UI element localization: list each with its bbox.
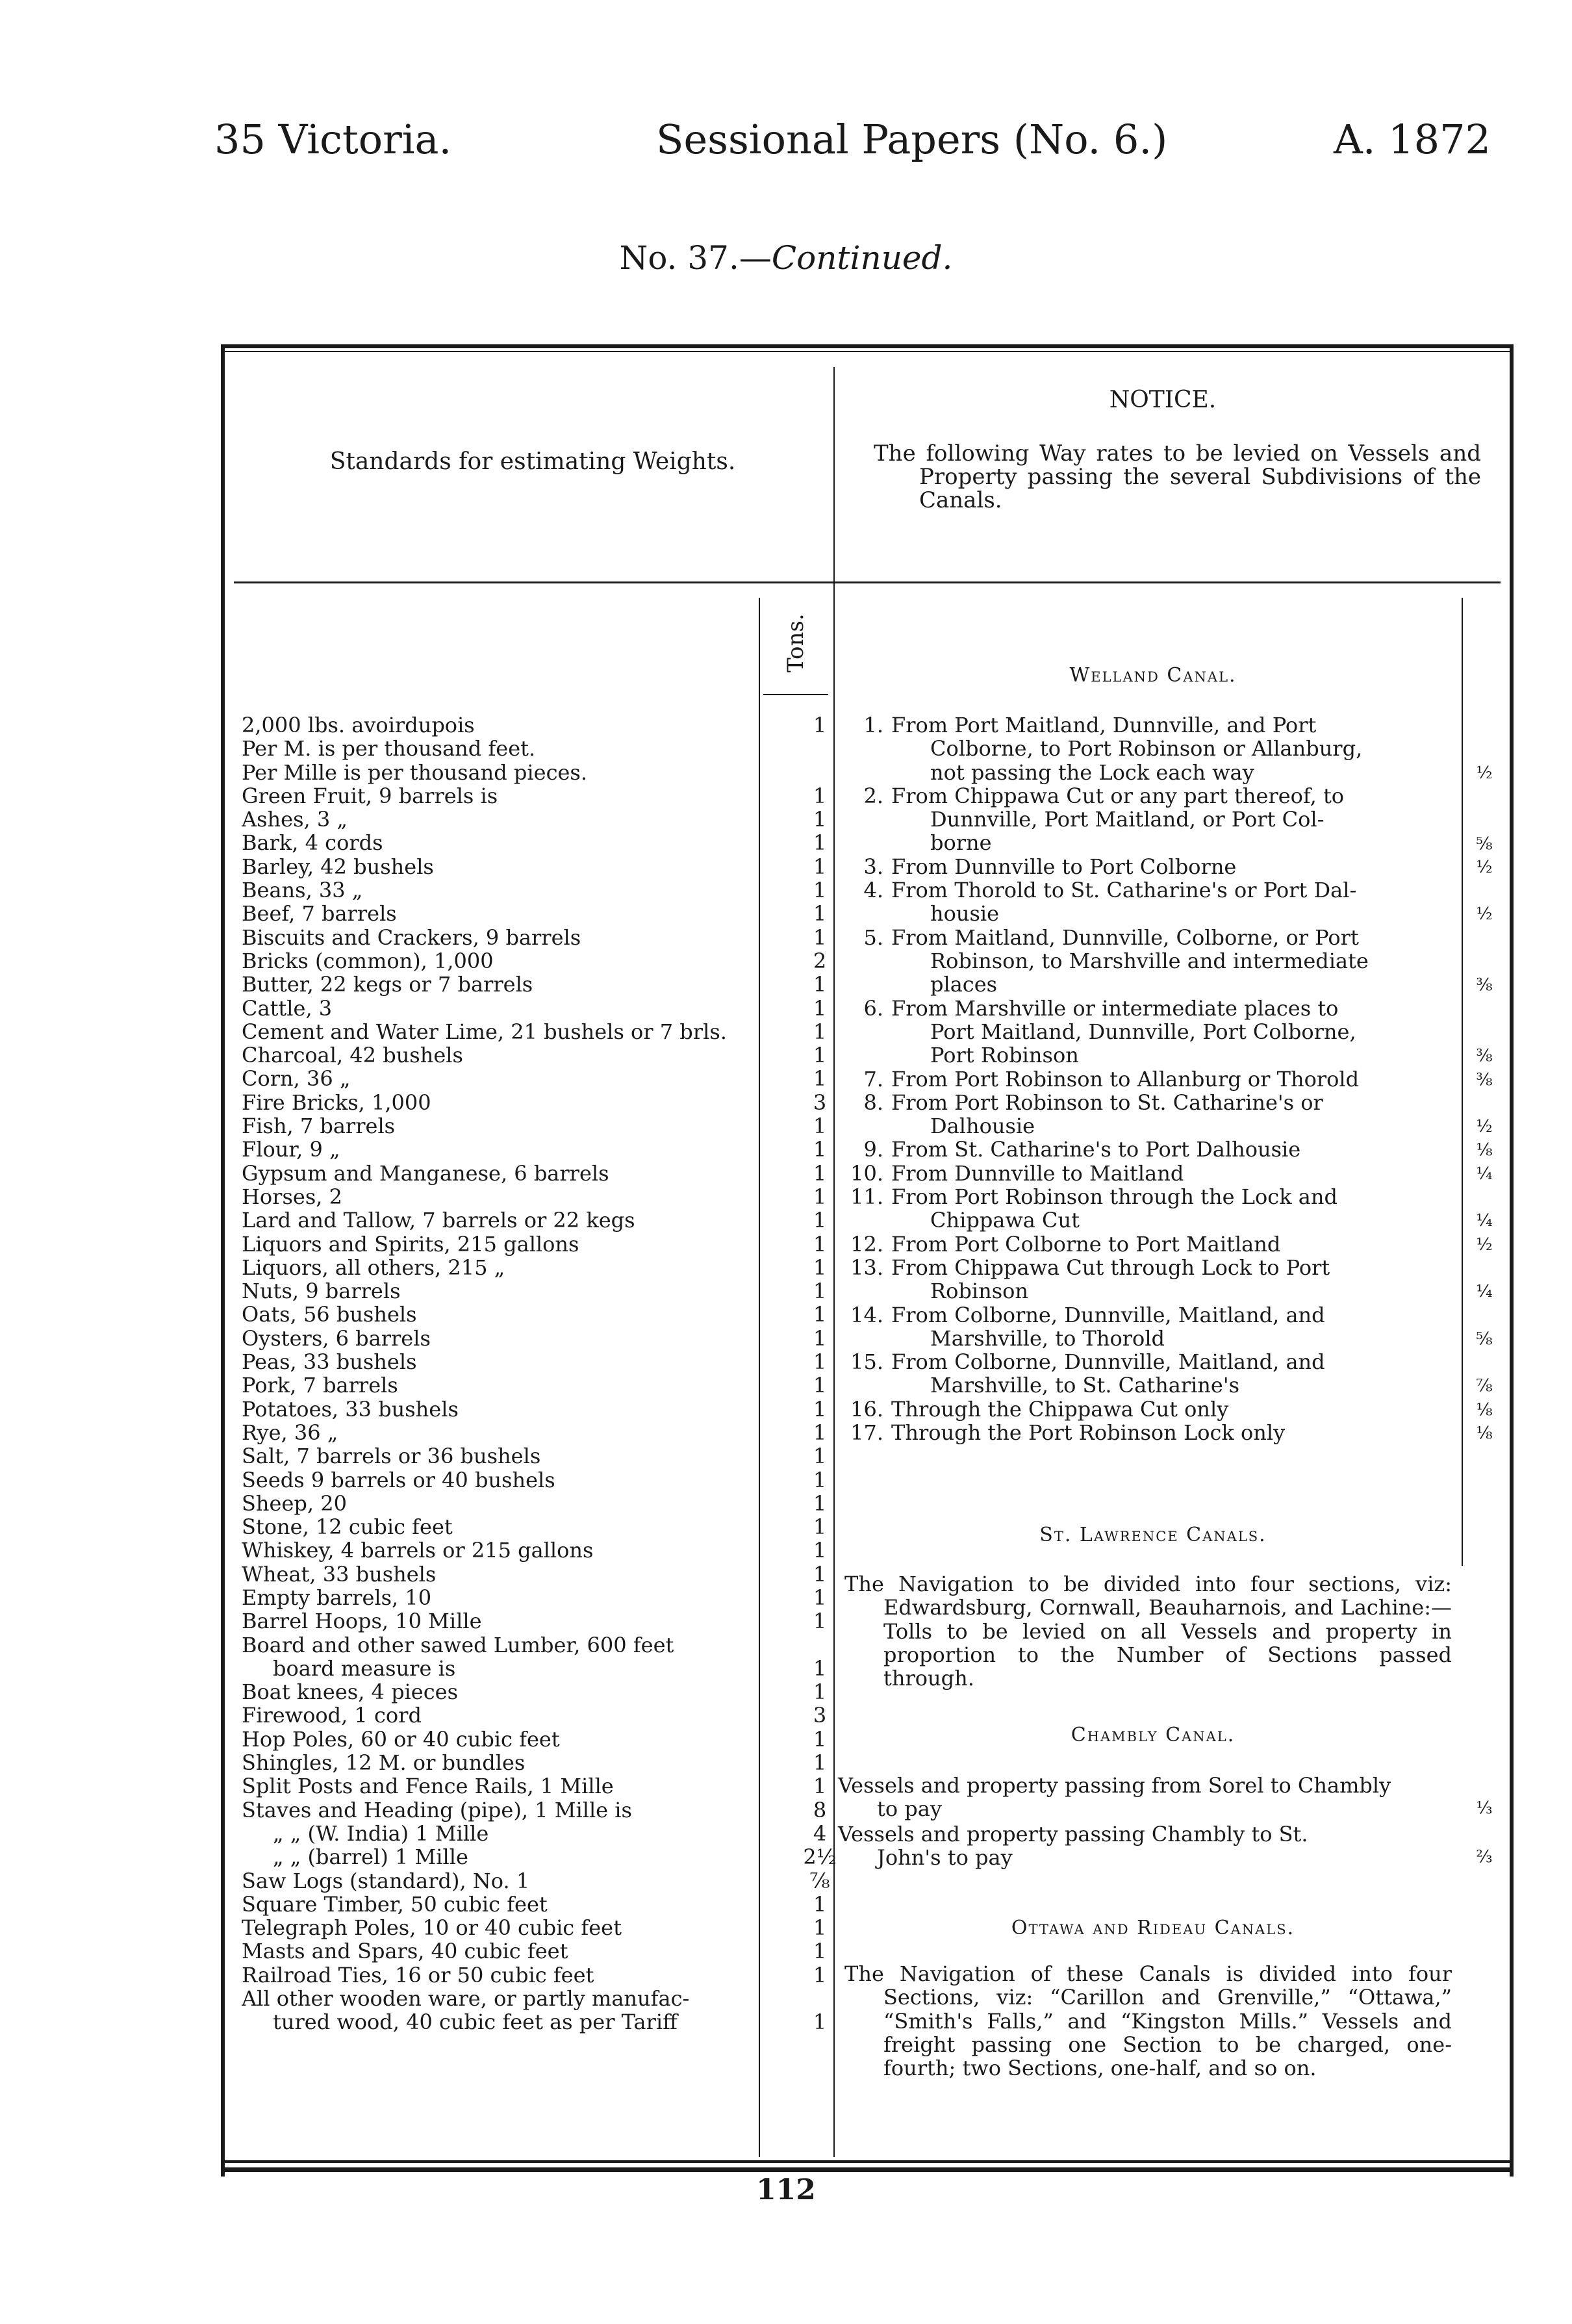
welland-item-number: 8. bbox=[863, 1090, 883, 1115]
standards-item-text: Liquors and Spirits, 215 gallons bbox=[242, 1232, 579, 1256]
welland-item-rate: ⅜ bbox=[1476, 1069, 1493, 1090]
standards-item-tons: ⅞ bbox=[809, 1868, 830, 1893]
standards-row bbox=[242, 1468, 1034, 1492]
welland-item-rate: ⅝ bbox=[1476, 834, 1493, 854]
standards-item-tons: 1 bbox=[813, 1750, 827, 1776]
standards-item-tons: 1 bbox=[813, 2010, 827, 2035]
welland-item-rate: ½ bbox=[1476, 904, 1493, 925]
standards-item-text: Fire Bricks, 1,000 bbox=[242, 1090, 431, 1114]
standards-item-tons: 1 bbox=[813, 1349, 827, 1375]
welland-item-line: Dunnville, Port Maitland, or Port Col- bbox=[930, 807, 1325, 832]
chambly-item-line: John's to pay bbox=[877, 1845, 1013, 1870]
welland-item-number: 17. bbox=[850, 1420, 883, 1445]
welland-item-number: 14. bbox=[850, 1302, 883, 1327]
standards-item-text: „ „ (barrel) 1 Mille bbox=[273, 1845, 468, 1869]
standards-item-text: Bark, 4 cords bbox=[242, 831, 383, 855]
welland-item-rate: ⅞ bbox=[1476, 1376, 1493, 1396]
standards-item-text: Square Timber, 50 cubic feet bbox=[242, 1892, 548, 1916]
welland-item-line: From Dunnville to Port Colborne bbox=[891, 854, 1237, 879]
standards-item-text: Bricks (common), 1,000 bbox=[242, 949, 494, 973]
header-title: Sessional Papers (No. 6.) bbox=[656, 116, 1168, 163]
standards-item-tons: 1 bbox=[813, 1137, 827, 1162]
welland-rate-item bbox=[844, 1162, 1449, 1185]
standards-item-text: Fish, 7 barrels bbox=[242, 1114, 396, 1138]
standards-item-text: Biscuits and Crackers, 9 barrels bbox=[242, 925, 581, 949]
standards-item-tons: 1 bbox=[813, 1962, 827, 1987]
welland-item-number: 15. bbox=[850, 1349, 883, 1375]
chambly-item-rate: ⅓ bbox=[1476, 1798, 1493, 1819]
standards-item-text: Board and other sawed Lumber, 600 feet bbox=[242, 1633, 674, 1657]
standards-item-text: Oysters, 6 barrels bbox=[242, 1326, 431, 1350]
document-subtitle bbox=[0, 239, 1572, 277]
welland-item-line: From Chippawa Cut or any part thereof, to bbox=[891, 783, 1345, 808]
standards-row bbox=[242, 1869, 1034, 1893]
welland-item-line: From Port Robinson to St. Catharine's or bbox=[891, 1090, 1323, 1115]
standards-item-text: Cattle, 3 bbox=[242, 996, 333, 1020]
welland-item-number: 4. bbox=[863, 878, 883, 903]
standards-item-text: Rye, 36 „ bbox=[242, 1420, 338, 1444]
standards-item-tons: 1 bbox=[813, 995, 827, 1021]
welland-rate-item bbox=[844, 1091, 1449, 1138]
welland-rate-item bbox=[844, 713, 1449, 784]
standards-item-text: Shingles, 12 M. or bundles bbox=[242, 1751, 526, 1775]
standards-item-text: Per Mille is per thousand pieces. bbox=[242, 760, 588, 784]
standards-item-tons: 1 bbox=[813, 783, 827, 808]
standards-item-text: Nuts, 9 barrels bbox=[242, 1279, 401, 1303]
standards-item-tons: 1 bbox=[813, 1609, 827, 1634]
standards-item-text: Seeds 9 barrels or 40 bushels bbox=[242, 1468, 555, 1492]
standards-item-text: „ „ (W. India) 1 Mille bbox=[273, 1821, 489, 1845]
standards-item-text: Cement and Water Lime, 21 bushels or 7 brls. bbox=[242, 1019, 727, 1043]
welland-item-rate: ⅜ bbox=[1476, 975, 1493, 995]
standards-item-text: Firewood, 1 cord bbox=[242, 1704, 422, 1728]
standards-item-tons: 1 bbox=[813, 1255, 827, 1280]
welland-item-line: From Colborne, Dunnville, Maitland, and bbox=[891, 1302, 1325, 1327]
welland-rate-item bbox=[844, 1067, 1449, 1091]
chambly-rate-item bbox=[838, 1774, 1458, 1821]
standards-item-text: Corn, 36 „ bbox=[242, 1067, 351, 1091]
welland-item-number: 13. bbox=[850, 1255, 883, 1280]
welland-item-line: From Colborne, Dunnville, Maitland, and bbox=[891, 1349, 1325, 1375]
welland-item-rate: ⅛ bbox=[1476, 1424, 1493, 1443]
standards-item-text: Charcoal, 42 bushels bbox=[242, 1043, 463, 1067]
standards-item-tons: 1 bbox=[813, 1891, 827, 1917]
standards-row bbox=[242, 1751, 1034, 1774]
standards-item-text: Hop Poles, 60 or 40 cubic feet bbox=[242, 1727, 560, 1751]
standards-item-text: Barley, 42 bushels bbox=[242, 854, 434, 878]
standards-item-tons: 1 bbox=[813, 1066, 827, 1092]
welland-item-line: From Maitland, Dunnville, Colborne, or Port bbox=[891, 925, 1359, 950]
welland-item-rate: ½ bbox=[1476, 1234, 1493, 1255]
welland-item-line: From Port Colborne to Port Maitland bbox=[891, 1231, 1281, 1257]
standards-item-tons: 2½ bbox=[803, 1845, 837, 1870]
standards-item-text: Ashes, 3 „ bbox=[242, 808, 348, 832]
standards-item-tons: 1 bbox=[813, 1915, 827, 1941]
standards-item-tons: 1 bbox=[813, 1043, 827, 1068]
welland-item-line: Robinson, to Marshville and intermediate bbox=[930, 948, 1369, 973]
standards-item-tons: 1 bbox=[813, 1208, 827, 1233]
welland-item-number: 12. bbox=[850, 1231, 883, 1257]
welland-rate-item bbox=[844, 784, 1449, 855]
standards-item-tons: 1 bbox=[813, 1514, 827, 1540]
welland-item-line: Marshville, to St. Catharine's bbox=[930, 1373, 1240, 1398]
welland-item-line: Chippawa Cut bbox=[930, 1208, 1080, 1233]
standards-item-tons: 1 bbox=[813, 1939, 827, 1964]
welland-item-rate: ⅛ bbox=[1476, 1140, 1493, 1160]
welland-rate-item bbox=[844, 1398, 1449, 1421]
standards-item-tons: 1 bbox=[813, 1114, 827, 1139]
page-number: 112 bbox=[756, 2173, 816, 2206]
standards-item-tons: 1 bbox=[813, 1184, 827, 1209]
standards-item-tons: 3 bbox=[813, 1703, 827, 1728]
st-lawrence-heading: St. Lawrence Canals. bbox=[1039, 1524, 1267, 1546]
standards-item-text: Potatoes, 33 bushels bbox=[242, 1397, 459, 1421]
standards-item-tons: 4 bbox=[813, 1820, 827, 1846]
header-session: 35 Victoria. bbox=[214, 116, 452, 163]
standards-item-text: Barrel Hoops, 10 Mille bbox=[242, 1609, 482, 1633]
standards-item-tons: 1 bbox=[813, 1396, 827, 1422]
welland-item-line: Robinson bbox=[930, 1279, 1028, 1304]
standards-item-text: Sheep, 20 bbox=[242, 1491, 347, 1515]
standards-row bbox=[242, 1939, 1034, 1963]
standards-row bbox=[242, 1444, 1034, 1468]
welland-rate-item bbox=[844, 1421, 1449, 1444]
welland-rate-item bbox=[844, 1350, 1449, 1398]
standards-item-text: Oats, 56 bushels bbox=[242, 1303, 417, 1327]
welland-rate-item bbox=[844, 926, 1449, 997]
welland-item-line: Port Robinson bbox=[930, 1043, 1079, 1068]
standards-item-text: tured wood, 40 cubic feet as per Tariff bbox=[273, 2010, 678, 2034]
welland-item-line: borne bbox=[930, 830, 992, 856]
chambly-item-rate: ⅔ bbox=[1476, 1846, 1493, 1867]
standards-item-tons: 1 bbox=[813, 713, 827, 737]
welland-item-line: Port Maitland, Dunnville, Port Colborne, bbox=[930, 1019, 1356, 1044]
standards-item-tons: 1 bbox=[813, 1373, 827, 1398]
welland-heading: Welland Canal. bbox=[1069, 664, 1237, 687]
welland-item-number: 10. bbox=[850, 1160, 883, 1186]
standards-item-tons: 1 bbox=[813, 925, 827, 950]
standards-item-text: Saw Logs (standard), No. 1 bbox=[242, 1869, 530, 1893]
welland-item-number: 7. bbox=[863, 1066, 883, 1092]
standards-item-tons: 8 bbox=[813, 1797, 827, 1822]
chambly-heading: Chambly Canal. bbox=[1071, 1724, 1236, 1746]
standards-item-text: board measure is bbox=[273, 1656, 456, 1680]
tons-column-label: Tons. bbox=[783, 613, 809, 672]
welland-item-line: Marshville, to Thorold bbox=[930, 1325, 1165, 1351]
standards-item-tons: 1 bbox=[813, 972, 827, 997]
welland-item-rate: ⅛ bbox=[1476, 1399, 1493, 1420]
standards-item-tons: 1 bbox=[813, 901, 827, 926]
standards-item-text: Staves and Heading (pipe), 1 Mille is bbox=[242, 1798, 632, 1822]
welland-item-line: Through the Chippawa Cut only bbox=[891, 1396, 1229, 1422]
welland-item-line: Dalhousie bbox=[930, 1114, 1035, 1139]
standards-item-tons: 1 bbox=[813, 1774, 827, 1799]
welland-item-number: 16. bbox=[850, 1396, 883, 1422]
standards-item-text: Empty barrels, 10 bbox=[242, 1585, 432, 1609]
welland-item-line: Colborne, to Port Robinson or Allanburg, bbox=[930, 736, 1363, 761]
welland-item-rate: ¼ bbox=[1476, 1164, 1493, 1184]
standards-item-text: Pork, 7 barrels bbox=[242, 1373, 398, 1398]
standards-item-tons: 1 bbox=[813, 1444, 827, 1469]
welland-rate-item bbox=[844, 1138, 1449, 1161]
welland-rate-item bbox=[844, 1256, 1449, 1303]
welland-rate-item bbox=[844, 1232, 1449, 1256]
standards-item-text: Stone, 12 cubic feet bbox=[242, 1515, 453, 1539]
ottawa-heading: Ottawa and Rideau Canals. bbox=[1011, 1917, 1295, 1939]
header-year: A. 1872 bbox=[1334, 116, 1491, 163]
standards-item-tons: 1 bbox=[813, 807, 827, 832]
welland-item-number: 3. bbox=[863, 854, 883, 879]
standards-item-tons: 1 bbox=[813, 1420, 827, 1445]
standards-item-tons: 2 bbox=[813, 948, 827, 973]
welland-item-line: From Port Maitland, Dunnville, and Port bbox=[891, 713, 1317, 737]
standards-item-text: Liquors, all others, 215 „ bbox=[242, 1255, 505, 1279]
standards-item-tons: 1 bbox=[813, 1679, 827, 1705]
standards-item-tons: 1 bbox=[813, 1160, 827, 1186]
notice-text: The following Way rates to be levied on Vessels and Property passing the several Subdivisions of the Canals. bbox=[874, 441, 1481, 513]
standards-item-text: Salt, 7 barrels or 36 bushels bbox=[242, 1444, 541, 1468]
standards-item-text: Whiskey, 4 barrels or 215 gallons bbox=[242, 1539, 594, 1563]
standards-row bbox=[242, 1893, 1034, 1916]
welland-item-rate: ½ bbox=[1476, 857, 1493, 877]
standards-item-text: Gypsum and Manganese, 6 barrels bbox=[242, 1161, 609, 1185]
welland-item-line: places bbox=[930, 972, 998, 997]
welland-item-rate: ⅜ bbox=[1476, 1046, 1493, 1066]
subtitle-continued: Continued. bbox=[771, 239, 953, 277]
welland-item-rate: ½ bbox=[1476, 763, 1493, 783]
standards-item-tons: 1 bbox=[813, 1231, 827, 1257]
welland-rate-item bbox=[844, 1185, 1449, 1232]
standards-item-text: Peas, 33 bushels bbox=[242, 1350, 417, 1374]
standards-item-text: Beans, 33 „ bbox=[242, 878, 363, 902]
standards-item-tons: 1 bbox=[813, 830, 827, 856]
welland-item-line: From Chippawa Cut through Lock to Port bbox=[891, 1255, 1330, 1280]
chambly-item-line: Vessels and property passing Chambly to St. bbox=[838, 1821, 1308, 1846]
welland-item-line: not passing the Lock each way bbox=[930, 760, 1254, 785]
welland-item-rate: ¼ bbox=[1476, 1211, 1493, 1231]
welland-rate-item bbox=[844, 997, 1449, 1067]
notice-title: NOTICE. bbox=[1109, 387, 1217, 413]
welland-item-line: From Thorold to St. Catharine's or Port Dal- bbox=[891, 878, 1357, 903]
standards-item-tons: 3 bbox=[813, 1090, 827, 1115]
chambly-item-line: to pay bbox=[877, 1796, 942, 1822]
welland-item-line: Through the Port Robinson Lock only bbox=[891, 1420, 1286, 1445]
standards-item-tons: 1 bbox=[813, 878, 827, 903]
standards-item-tons: 1 bbox=[813, 1726, 827, 1752]
chambly-item-line: Vessels and property passing from Sorel to Chambly bbox=[838, 1773, 1391, 1798]
standards-item-text: Beef, 7 barrels bbox=[242, 902, 397, 926]
standards-item-tons: 1 bbox=[813, 1655, 827, 1681]
welland-item-number: 6. bbox=[863, 995, 883, 1021]
standards-item-tons: 1 bbox=[813, 1490, 827, 1516]
standards-item-tons: 1 bbox=[813, 1467, 827, 1492]
standards-item-text: Horses, 2 bbox=[242, 1184, 342, 1208]
subtitle-number: No. 37.— bbox=[619, 239, 772, 277]
welland-item-number: 5. bbox=[863, 925, 883, 950]
ottawa-text: The Navigation of these Canals is divided into four Sections, viz: “Carillon and Grenville,” “Ottawa,” “Smith's Falls,” and “Kingston Mills.” Vessels and freight passing one Section to be charged, one-fourth; two Sections, one-half, and so on. bbox=[844, 1961, 1452, 2081]
standards-item-text: Per M. is per thousand feet. bbox=[242, 737, 536, 761]
standards-item-text: Split Posts and Fence Rails, 1 Mille bbox=[242, 1774, 614, 1798]
st-lawrence-text: The Navigation to be divided into four sections, viz: Edwardsburg, Cornwall, Beauharnois, and Lachine:—Tolls to be levied on all Vessels and property in proportion to the Number of Sections passed through. bbox=[844, 1572, 1452, 1691]
standards-item-tons: 1 bbox=[813, 1561, 827, 1587]
standards-item-text: Lard and Tallow, 7 barrels or 22 kegs bbox=[242, 1208, 635, 1232]
welland-item-rate: ¼ bbox=[1476, 1282, 1493, 1302]
standards-item-tons: 1 bbox=[813, 1302, 827, 1327]
standards-item-text: All other wooden ware, or partly manufac- bbox=[242, 1987, 690, 2011]
welland-item-line: housie bbox=[930, 901, 1000, 926]
standards-item-text: Butter, 22 kegs or 7 barrels bbox=[242, 973, 533, 997]
welland-rate-item bbox=[844, 1303, 1449, 1351]
welland-item-line: From Dunnville to Maitland bbox=[891, 1160, 1184, 1186]
chambly-rate-item bbox=[838, 1822, 1458, 1870]
welland-item-rate: ½ bbox=[1476, 1117, 1493, 1137]
welland-item-line: From St. Catharine's to Port Dalhousie bbox=[891, 1137, 1301, 1162]
welland-item-rate: ⅝ bbox=[1476, 1329, 1493, 1349]
standards-item-tons: 1 bbox=[813, 1325, 827, 1351]
standards-row bbox=[242, 1492, 1034, 1515]
welland-item-line: From Port Robinson through the Lock and bbox=[891, 1184, 1337, 1209]
welland-rate-item bbox=[844, 855, 1449, 878]
welland-item-number: 9. bbox=[863, 1137, 883, 1162]
welland-rate-item bbox=[844, 878, 1449, 926]
standards-item-tons: 1 bbox=[813, 1585, 827, 1610]
welland-item-number: 2. bbox=[863, 783, 883, 808]
welland-item-line: From Marshville or intermediate places to bbox=[891, 995, 1339, 1021]
standards-item-text: 2,000 lbs. avoirdupois bbox=[242, 713, 475, 737]
standards-item-text: Railroad Ties, 16 or 50 cubic feet bbox=[242, 1963, 594, 1987]
standards-item-tons: 1 bbox=[813, 1538, 827, 1563]
standards-item-text: Masts and Spars, 40 cubic feet bbox=[242, 1939, 568, 1963]
standards-item-text: Flour, 9 „ bbox=[242, 1138, 340, 1162]
standards-item-tons: 1 bbox=[813, 1019, 827, 1044]
standards-item-text: Wheat, 33 bushels bbox=[242, 1562, 437, 1586]
standards-item-text: Telegraph Poles, 10 or 40 cubic feet bbox=[242, 1916, 622, 1940]
standards-item-tons: 1 bbox=[813, 1279, 827, 1304]
standards-heading: Standards for estimating Weights. bbox=[329, 448, 736, 475]
welland-item-number: 1. bbox=[863, 713, 883, 737]
welland-item-line: From Port Robinson to Allanburg or Thorold bbox=[891, 1066, 1360, 1092]
standards-item-tons: 1 bbox=[813, 854, 827, 879]
standards-item-text: Green Fruit, 9 barrels is bbox=[242, 784, 498, 808]
standards-item-text: Boat knees, 4 pieces bbox=[242, 1680, 458, 1704]
welland-item-number: 11. bbox=[850, 1184, 883, 1209]
